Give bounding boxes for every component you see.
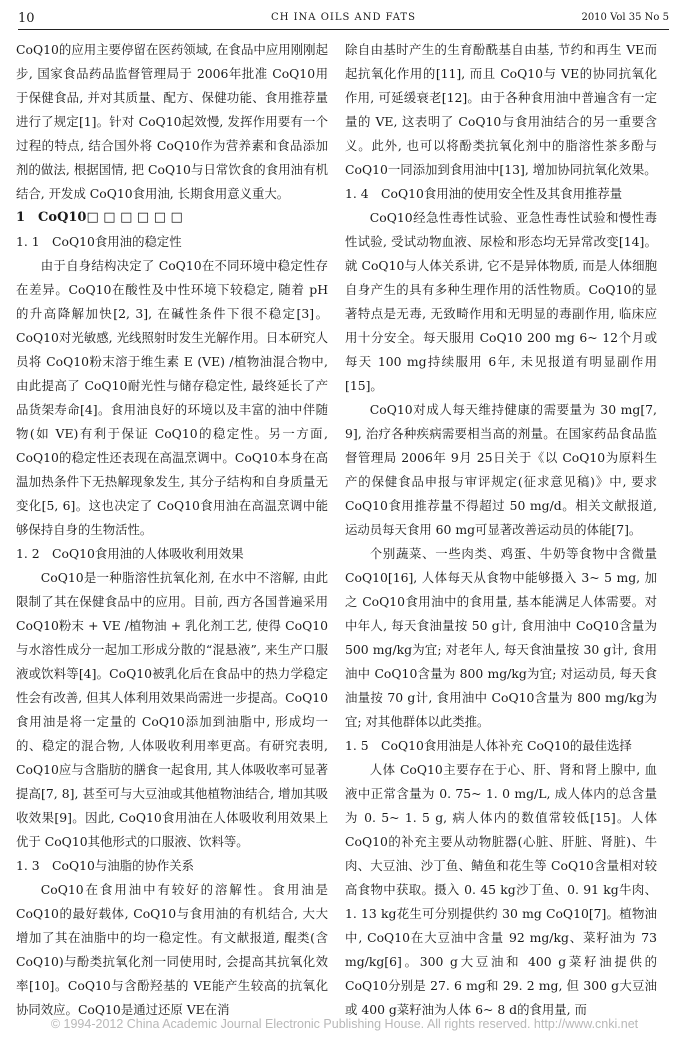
paragraph-absorption: CoQ10是一种脂溶性抗氧化剂, 在水中不溶解, 由此限制了其在保健食品中的应用。目前, 西方各国普遍采用 CoQ10粉末 + VE /植物油 + 乳化剂工艺, 使得 CoQ10与水溶性成分一起加工形成分散的“混悬液”, 来生产口服液或饮料等[4]。CoQ10被乳化后在食品中的热力学稳定性会有改善, 但其人体利用效果尚需进一步提高。CoQ10食用油是将一定量的 CoQ10添加到油脂中, 形成均一的、稳定的混合物, 人体吸收利用率更高。有研究表明, CoQ10应与含脂肪的膳食一起食用, 其人体吸收率可显著提高[7, 8], 甚至可与大豆油或其他植物油结合, 增加其吸收效果[9]。因此, CoQ10食用油在人体吸收利用效果上优于 CoQ10其他形式的口服液、饮料等。	[16, 570, 328, 849]
subsection-heading-1-4: 1. 4 CoQ10食用油的使用安全性及其食用推荐量	[345, 186, 623, 201]
subsection-heading-1-1: 1. 1 CoQ10食用油的稳定性	[16, 234, 182, 249]
paragraph-daily-need: CoQ10对成人每天维持健康的需要量为 30 mg[7, 9], 治疗各种疾病需要相当高的剂量。在国家药品食品监督管理局 2006年 9月 25日关于《以 CoQ10为原料生产的保健食品申报与审评规定(征求意见稿)》中, 要求 CoQ10食用推荐量不得超过 50 mg/d。相关文献报道, 运动员每天食用 60 mg可显著改善运动员的体能[7]。	[345, 402, 657, 537]
journal-title: CH INA OILS AND FATS	[271, 12, 416, 23]
paragraph-intake: 个别蔬菜、一些肉类、鸡蛋、牛奶等食物中含微量 CoQ10[16], 人体每天从食物中能够摄入 3~ 5 mg, 加之 CoQ10食用油中的食用量, 基本能满足人体需要。对中年人, 每天食油量按 50 g计, 食用油中 CoQ10含量为 500 mg/kg为宜; 对老年人, 每天食油量按 30 g计, 食用油中 CoQ10含量为 800 mg/kg为宜; 对运动员, 每天食油量按 70 g计, 食用油中 CoQ10含量为 800 mg/kg为宜; 对其他群体以此类推。	[345, 546, 657, 729]
paragraph-synergy: CoQ10在食用油中有较好的溶解性。食用油是 CoQ10的最好载体, CoQ10与食用油的有机结合, 大大增加了其在油脂中的均一稳定性。有文献报道, 醌类(含 CoQ10)与酚类抗氧化剂一同使用时, 会提高其抗氧化效率[10]。CoQ10与含酚羟基的 VE能产生较高的抗氧化协同效应。CoQ10是通过还原 VE在消	[16, 882, 328, 1017]
paragraph-synergy-cont: 除自由基时产生的生育酚酰基自由基, 节约和再生 VE而起抗氧化作用的[11], 而且 CoQ10与 VE的协同抗氧化作用, 可延缓衰老[12]。由于各种食用油中普遍含有一定量的 VE, 这表明了 CoQ10与食用油结合的另一重要含义。此外, 也可以将酚类抗氧化剂中的脂溶性茶多酚与 CoQ10一同添加到食用油中[13], 增加协同抗氧化效果。	[345, 42, 657, 177]
right-column	[345, 38, 657, 1022]
page-number: 10	[18, 11, 35, 26]
paragraph-safety: CoQ10经急性毒性试验、亚急性毒性试验和慢性毒性试验, 受试动物血液、尿检和形态均无异常改变[14]。就 CoQ10与人体关系讲, 它不是异体物质, 而是人体细胞自身产生的具有多种生理作用的活性物质。CoQ10的显著特点是无毒, 无致畸作用和无明显的毒副作用, 临床应用十分安全。每天服用 CoQ10 200 mg 6~ 12个月或每天 100 mg持续服用 6年, 未见报道有明显副作用[15]。	[345, 210, 657, 393]
subsection-heading-1-3: 1. 3 CoQ10与油脂的协作关系	[16, 858, 195, 873]
left-column	[16, 38, 328, 1022]
subsection-heading-1-2: 1. 2 CoQ10食用油的人体吸收利用效果	[16, 546, 244, 561]
copyright-footer: © 1994-2012 China Academic Journal Electronic Publishing House. All rights reserved. http://www.cnki.net	[50, 1017, 639, 1031]
subsection-heading-1-5: 1. 5 CoQ10食用油是人体补充 CoQ10的最佳选择	[345, 738, 632, 753]
paragraph-best-choice: 人体 CoQ10主要存在于心、肝、肾和肾上腺中, 血液中正常含量为 0. 75~ 1. 0 mg/L, 成人体内的总含量为 0. 5~ 1. 5 g, 病人体内的数值常较低[15]。人体 CoQ10的补充主要从动物脏器(心脏、肝脏、肾脏)、牛肉、大豆油、沙丁鱼、鲭鱼和花生等 CoQ10含量相对较高食物中获取。摄入 0. 45 kg沙丁鱼、0. 91 kg牛肉、1. 13 kg花生可分别提供约 30 mg CoQ10[7]。植物油中, CoQ10在大豆油中含量 92 mg/kg、菜籽油为 73 mg/kg[6]。300 g大豆油和 400 g菜籽油提供的 CoQ10分别是 27. 6 mg和 29. 2 mg, 但 300 g大豆油或 400 g菜籽油为人体 6~ 8 d的食用量, 而	[345, 762, 657, 1017]
paragraph-stability: 由于自身结构决定了 CoQ10在不同环境中稳定性存在差异。CoQ10在酸性及中性环境下较稳定, 随着 pH 的升高降解加快[2, 3], 在碱性条件下很不稳定[3]。CoQ10对光敏感, 光线照射时发生光解作用。日本研究人员将 CoQ10粉末溶于维生素 E (VE) /植物油混合物中, 由此提高了 CoQ10耐光性与储存稳定性, 最终延长了产品货架寿命[4]。食用油良好的环境以及丰富的油中伴随物(如 VE)有利于保证 CoQ10的稳定性。另一方面, CoQ10的稳定性还表现在高温烹调中。CoQ10本身在高温加热条件下无热解现象发生, 其分子结构和自身质量无变化[5, 6]。这也决定了 CoQ10食用油在高温烹调中能够保持自身的生物活性。	[16, 258, 328, 537]
intro-paragraph: CoQ10的应用主要停留在医药领域, 在食品中应用刚刚起步, 国家食品药品监督管理局于 2006年批准 CoQ10用于保健食品, 并对其质量、配方、保健功能、食用推荐量进行了规定[1]。针对 CoQ10起效慢, 发挥作用要有一个过程的特点, 结合国外将 CoQ10作为营养素和食品添加剂的做法, 根据国情, 把 CoQ10与日常饮食的食用油有机结合, 开发成 CoQ10食用油, 长期食用意义重大。	[16, 42, 328, 201]
issue-info: 2010 Vol 35 No 5	[581, 12, 669, 23]
running-header	[18, 9, 669, 30]
section-heading-1: 1 CoQ10□ □ □ □ □ □	[16, 210, 183, 225]
